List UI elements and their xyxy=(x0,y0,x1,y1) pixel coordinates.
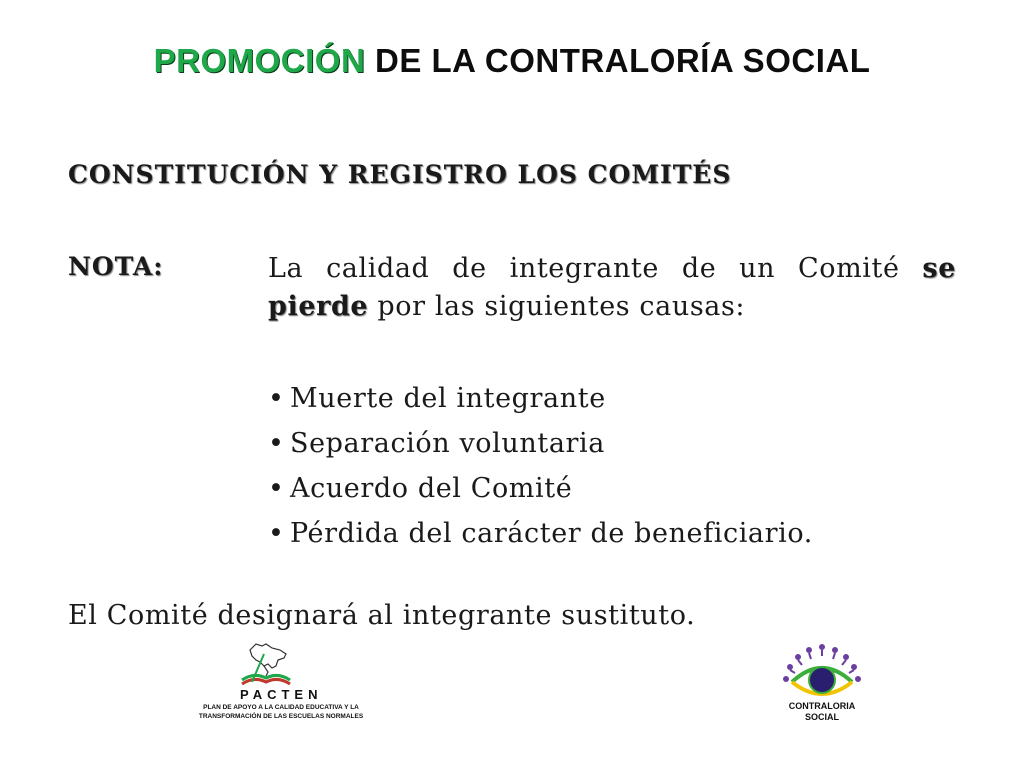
title-accent: PROMOCIÓN xyxy=(153,42,366,79)
nota-text-before: La calidad de integrante de un Comité xyxy=(268,253,923,284)
slide-title xyxy=(0,42,1024,80)
list-item: • Muerte del integrante xyxy=(268,376,813,421)
pacten-emblem-icon xyxy=(192,640,368,688)
contraloria-eye-icon xyxy=(776,642,868,724)
pacten-logo xyxy=(192,640,368,726)
list-item: • Pérdida del carácter de beneficiario. xyxy=(268,511,813,556)
section-subtitle: CONSTITUCIÓN Y REGISTRO LOS COMITÉS xyxy=(68,160,732,189)
pacten-line-2: TRANSFORMACIÓN DE LAS ESCUELAS NORMALES xyxy=(198,713,364,720)
nota-text-bold: se pierde xyxy=(268,253,956,322)
nota-text-after: por las siguientes causas: xyxy=(368,291,746,322)
contraloria-social-logo xyxy=(776,642,868,724)
nota-text xyxy=(268,250,956,326)
contraloria-label-2: SOCIAL xyxy=(804,712,840,722)
causes-list xyxy=(268,376,813,556)
pacten-line-1: PLAN DE APOYO A LA CALIDAD EDUCATIVA Y LA xyxy=(203,704,359,711)
closing-text: El Comité designará al integrante sustituto. xyxy=(68,600,696,631)
pacten-name: PACTEN xyxy=(240,687,323,702)
nota-label: NOTA: xyxy=(68,252,164,281)
contraloria-label-1: CONTRALORIA xyxy=(788,701,856,711)
list-item: • Acuerdo del Comité xyxy=(268,466,813,511)
title-rest: DE LA CONTRALORÍA SOCIAL xyxy=(365,42,871,79)
list-item: • Separación voluntaria xyxy=(268,421,813,466)
